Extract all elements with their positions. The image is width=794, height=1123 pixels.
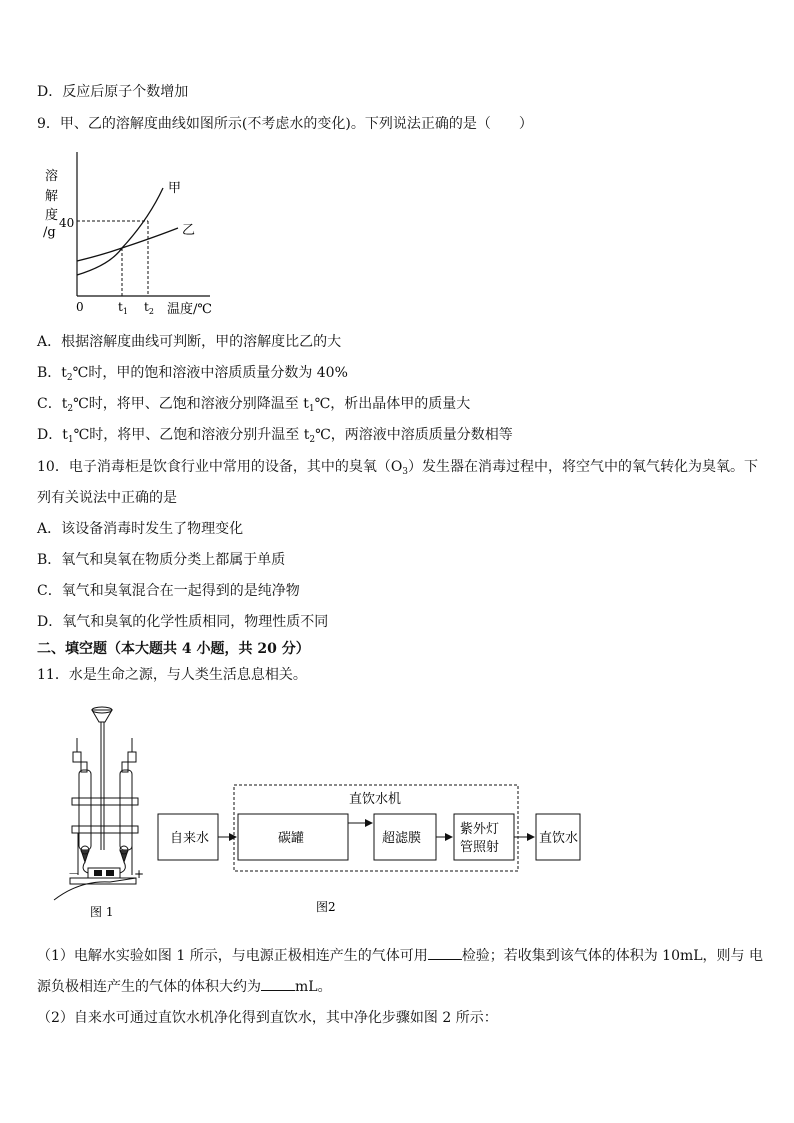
y-tick-40: 40: [59, 216, 75, 230]
q10-stem-line1: 10．电子消毒柜是饮食行业中常用的设备，其中的臭氧$(O_3)$发生器在消毒过程中，将空气中的氧气转化为臭氧。下: [37, 459, 759, 477]
section2-title: 二、填空题（本大题共 4 小题，共 20 分）: [37, 641, 310, 657]
y-axis-label-4: /g: [43, 225, 56, 240]
curve-jia: [77, 188, 163, 275]
minus-label: －: [68, 867, 81, 881]
q9-option-a: A．根据溶解度曲线可判断，甲的溶解度比乙的大: [37, 334, 342, 350]
figure-2-caption: 图2: [316, 900, 336, 914]
q9-stem: 9．甲、乙的溶解度曲线如图所示(不考虑水的变化)。下列说法正确的是（ ）: [37, 116, 533, 132]
svg-text:管照射: 管照射: [460, 840, 500, 855]
origin-label: 0: [76, 300, 84, 314]
y-axis-label-1: 溶: [45, 169, 59, 184]
blank-1[interactable]: [428, 947, 462, 960]
curve-yi: [77, 228, 178, 261]
svg-text:自来水: 自来水: [170, 831, 210, 846]
y-axis-label-3: 度: [45, 208, 59, 223]
blank-2[interactable]: [261, 978, 295, 991]
t1-label: $t_1$: [118, 300, 128, 316]
q10-option-a: A．该设备消毒时发生了物理变化: [37, 521, 244, 537]
curve-yi-label: 乙: [182, 223, 196, 238]
solubility-chart: [40, 150, 240, 322]
q11-stem: 11．水是生命之源，与人类生活息息相关。: [37, 667, 307, 683]
q9-option-c: C．$t_2℃$时，将甲、乙饱和溶液分别降温至 $t_1℃$，析出晶体甲的质量大: [37, 396, 471, 414]
q10-option-c: C．氧气和臭氧混合在一起得到的是纯净物: [37, 583, 300, 599]
q11-part2: （2）自来水可通过直饮水机净化得到直饮水，其中净化步骤如图 2 所示：: [37, 1010, 498, 1026]
q10-option-b: B．氧气和臭氧在物质分类上都属于单质: [37, 552, 286, 568]
svg-text:紫外灯: 紫外灯: [460, 822, 500, 837]
q10-stem-line2: 列有关说法中正确的是: [37, 490, 177, 506]
q11-part1-line2: 源负极相连产生的气体的体积大约为 mL。: [37, 979, 332, 995]
purifier-title: 直饮水机: [349, 792, 402, 807]
figure-2-purifier: [150, 780, 590, 920]
q9-option-b: B．$t_2℃$时，甲的饱和溶液中溶质质量分数为 40%: [37, 365, 348, 383]
q8-option-d: D．反应后原子个数增加: [37, 84, 189, 100]
svg-text:超滤膜: 超滤膜: [382, 831, 422, 846]
figure-1-caption: 图 1: [90, 905, 114, 919]
q11-part1-line1: （1）电解水实验如图 1 所示，与电源正极相连产生的气体可用 检验；若收集到该气体的体积为 10mL，则与 电: [37, 948, 764, 964]
q9-option-d: D．$t_1℃$时，将甲、乙饱和溶液分别升温至 $t_2℃$，两溶液中溶质质量分数相等: [37, 427, 513, 445]
plus-label: +: [134, 867, 145, 881]
q10-option-d: D．氧气和臭氧的化学性质相同，物理性质不同: [37, 614, 329, 630]
curve-jia-label: 甲: [168, 181, 182, 196]
x-axis-label: 温度/℃: [167, 302, 212, 317]
t2-label: $t_2$: [144, 300, 154, 316]
svg-text:直饮水: 直饮水: [539, 831, 579, 846]
y-axis-label-2: 解: [45, 189, 59, 204]
svg-text:碳罐: 碳罐: [278, 831, 305, 846]
